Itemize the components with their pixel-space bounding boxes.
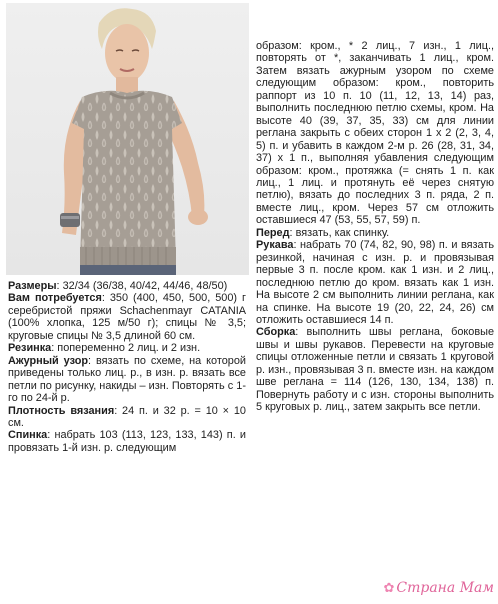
lace-pattern-paragraph [8,355,246,405]
gauge-paragraph [8,405,246,430]
back-continued-paragraph [256,40,494,227]
model-photo [6,3,249,275]
rib-label: Резинка [8,342,52,355]
sizes-paragraph [8,280,246,292]
sleeves-text: : набрать 70 (74, 82, 90, 98) п. и вязать резинкой, начиная с изн. р. и провязывая первые 3 п. после кром. как 1 изн. и 2 лиц., последнюю петлю до кром. вязать как 1 изн. На высоте 2 см выполнить линии реглана, как на спинке. На высоте 19 (20, 22, 24, 26) см отложить оставшиеся 14 п. [256,239,494,326]
sizes-text: : 32/34 (36/38, 40/42, 44/46, 48/50) [56,280,228,292]
lace-pattern-text: : вязать по схеме, на которой приведены только лиц. р., в изн. р. вязать все петли по рисунку, накиды – изн. Повторять с 1-го по 24-й р. [8,354,246,405]
back-text: : набрать 103 (113, 123, 133, 143) п. и провязать 1-й изн. р. следующим [8,429,246,454]
front-label: Перед [256,226,290,239]
rib-text: : попеременно 2 лиц. и 2 изн. [51,342,201,355]
gauge-text: : 24 п. и 32 р. = 10 × 10 см. [8,404,246,429]
materials-text: : 350 (400, 450, 500, 500) г серебристой пряжи Schachenmayr CATANIA (100% хлопка, 125 м/50 г); спицы № 3,5; круговые спицы № 3,5 длиной 60 см. [8,292,246,342]
lace-pattern-label: Ажурный узор [8,354,89,367]
watermark-text: Страна Мам [396,580,494,596]
assembly-paragraph [256,326,494,413]
right-text-column [256,40,494,414]
sleeves-paragraph [256,239,494,326]
back-continued-text: образом: кром., * 2 лиц., 7 изн., 1 лиц., повторять от *, заканчивать 1 лиц., кром. Затем вязать ажурным узором по схеме следующим образом: кром., повторить раппорт из 10 п. 10 (11, 12, 13, 14) раз, выполнить последнюю петлю схемы, кром. На высоте 40 (39, 37, 35, 33) см для линии реглана закрыть с обеих сторон 1 х 2 (2, 3, 4, 5) п. и убавить в каждом 2-м р. 26 (28, 31, 34, 37) х 1 п., выполняя убавления следующим образом: кром., протяжка (= снять 1 п. как лиц., 1 лиц. и протянуть её через снятую петлю), вязать до последних 3 п. ряда, 2 п. вместе лиц., кром. Через 57 см отложить оставшиеся 47 (53, 55, 57, 59) п. [256,40,494,227]
model-illustration [6,3,249,275]
sizes-label: Размеры [8,280,57,292]
front-paragraph [256,227,494,239]
site-watermark [354,580,494,602]
front-text: : вязать, как спинку. [289,226,390,239]
gauge-label: Плотность вязания [8,404,115,417]
sleeves-label: Рукава [256,239,294,252]
back-label: Спинка [8,429,48,442]
assembly-label: Сборка [256,326,296,339]
left-text-column [8,280,246,454]
flower-icon: ✿ [383,581,395,596]
materials-paragraph [8,292,246,342]
materials-label: Вам потребуется [8,292,102,305]
assembly-text: : выполнить швы реглана, боковые швы и швы рукавов. Перевести на круговые спицы отложенные петли и связать 1 круговой р. изн., провязывая 3 п. вместе изн. на каждом шве реглана = 114 (126, 130, 134, 138) п. Повернуть работу и с изн. стороны выполнить 5 круговых р. лиц., затем закрыть все петли. [256,326,494,414]
rib-paragraph [8,342,246,354]
back-paragraph [8,429,246,454]
